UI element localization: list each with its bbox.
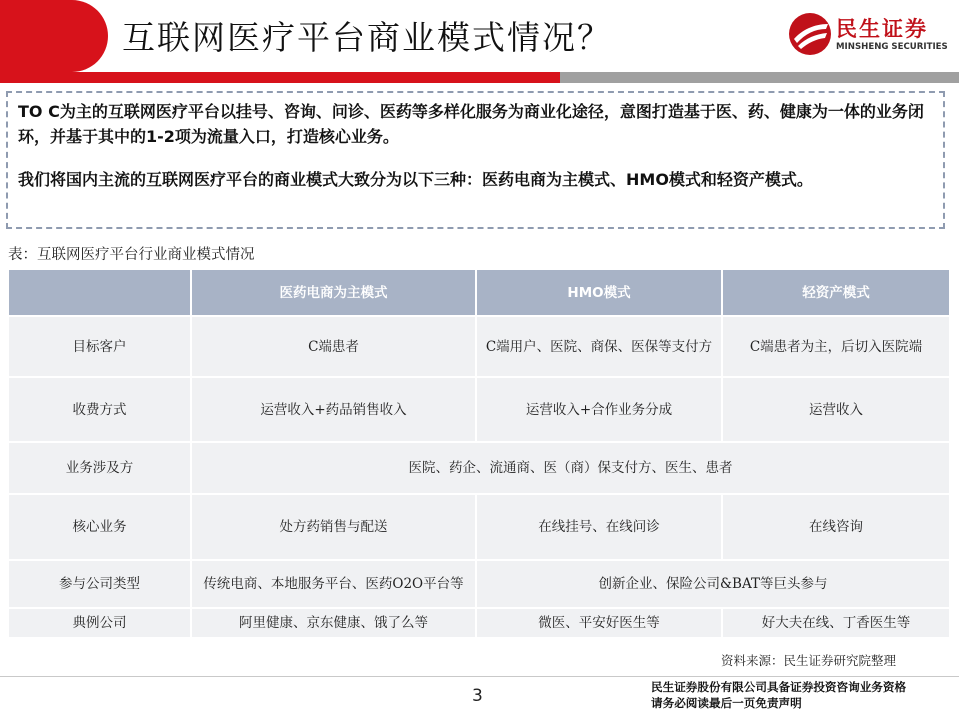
- title-accent-tab: [0, 0, 108, 72]
- header-divider-red: [0, 72, 560, 83]
- table-caption: 表：互联网医疗平台行业商业模式情况: [8, 247, 255, 263]
- summary-paragraph-2: 我们将国内主流的互联网医疗平台的商业模式大致分为以下三种：医药电商为主模式、HMO模式和轻资产模式。: [18, 170, 813, 189]
- row-label: 核心业务: [8, 494, 191, 560]
- header-cell-pharma-ecommerce: 医药电商为主模式: [191, 269, 476, 316]
- logo-emblem-icon: [788, 12, 832, 56]
- table-cell: 好大夫在线、丁香医生等: [722, 608, 950, 638]
- table-cell-merged: 创新企业、保险公司&BAT等巨头参与: [476, 560, 950, 608]
- table-cell: 在线咨询: [722, 494, 950, 560]
- header-divider-gray: [560, 72, 959, 83]
- table-header-row: [8, 269, 950, 316]
- table-cell: 处方药销售与配送: [191, 494, 476, 560]
- summary-paragraph-1: TO C为主的互联网医疗平台以挂号、咨询、问诊、医药等多样化服务为商业化途径，意图打造基于医、药、健康为一体的业务闭环，并基于其中的1-2项为流量入口，打造核心业务。: [18, 102, 924, 146]
- page-title: 互联网医疗平台商业模式情况？: [122, 18, 612, 57]
- logo-english-name: MINSHENG SECURITIES: [836, 42, 948, 52]
- row-label: 目标客户: [8, 316, 191, 377]
- company-logo: [788, 10, 958, 62]
- table-cell: 运营收入: [722, 377, 950, 442]
- table-cell: 微医、平安好医生等: [476, 608, 722, 638]
- table-row: [8, 377, 950, 442]
- table-row: [8, 316, 950, 377]
- table-cell: C端患者: [191, 316, 476, 377]
- logo-chinese-name: 民生证券: [836, 17, 928, 41]
- table-cell-merged: 医院、药企、流通商、医（商）保支付方、医生、患者: [191, 442, 950, 494]
- header-cell-light-asset: 轻资产模式: [722, 269, 950, 316]
- source-note: 资料来源：民生证券研究院整理: [721, 653, 897, 668]
- page-number: 3: [472, 686, 483, 706]
- table-cell: C端患者为主，后切入医院端: [722, 316, 950, 377]
- row-label: 典例公司: [8, 608, 191, 638]
- table-row: [8, 494, 950, 560]
- table-cell: 运营收入+合作业务分成: [476, 377, 722, 442]
- row-label: 收费方式: [8, 377, 191, 442]
- disclaimer-line-2: 请务必阅读最后一页免责声明: [651, 696, 802, 710]
- table-cell: 传统电商、本地服务平台、医药O2O平台等: [191, 560, 476, 608]
- header-cell-hmo: HMO模式: [476, 269, 722, 316]
- table-cell: 阿里健康、京东健康、饿了么等: [191, 608, 476, 638]
- table-row: [8, 560, 950, 608]
- table-cell: 在线挂号、在线问诊: [476, 494, 722, 560]
- table-cell: C端用户、医院、商保、医保等支付方: [476, 316, 722, 377]
- table-cell: 运营收入+药品销售收入: [191, 377, 476, 442]
- table-row: [8, 608, 950, 638]
- summary-box: [6, 91, 945, 229]
- footer-divider: [0, 676, 959, 677]
- business-model-table: [7, 268, 951, 639]
- row-label: 参与公司类型: [8, 560, 191, 608]
- disclaimer: [651, 679, 906, 711]
- row-label: 业务涉及方: [8, 442, 191, 494]
- table-row: [8, 442, 950, 494]
- header-cell-blank: [8, 269, 191, 316]
- disclaimer-line-1: 民生证券股份有限公司具备证券投资咨询业务资格: [651, 680, 907, 694]
